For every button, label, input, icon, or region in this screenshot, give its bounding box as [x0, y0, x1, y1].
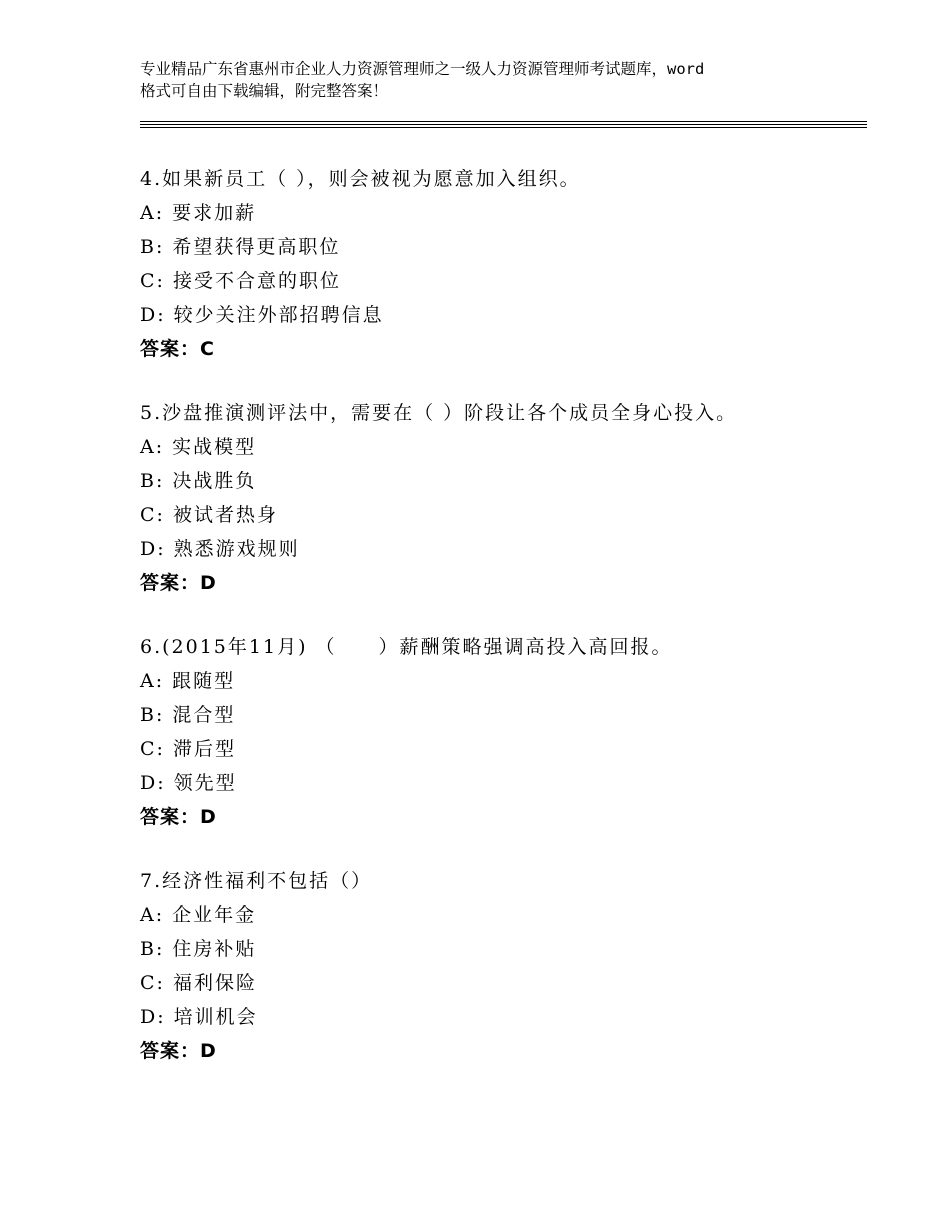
option-c: C: 接受不合意的职位 [140, 270, 341, 292]
option-d: D: 领先型 [140, 772, 237, 794]
answer-value: C [200, 338, 215, 360]
answer-label: 答案： [140, 806, 201, 828]
option-b: B: 住房补贴 [140, 938, 257, 960]
option-b: B: 混合型 [140, 704, 236, 726]
option-a: A: 企业年金 [140, 904, 257, 926]
option-a: A: 要求加薪 [140, 202, 257, 224]
option-b: B: 希望获得更高职位 [140, 236, 341, 258]
question-item [140, 630, 860, 834]
question-stem: 5.沙盘推演测评法中，需要在（ ）阶段让各个成员全身心投入。 [140, 402, 738, 424]
question-stem: 4.如果新员工（ ），则会被视为愿意加入组织。 [140, 168, 581, 190]
answer-line [140, 800, 860, 834]
header-line-1: 专业精品广东省惠州市企业人力资源管理师之一级人力资源管理师考试题库，word [140, 60, 705, 78]
answer-value: D [200, 1040, 217, 1062]
answer-line [140, 566, 860, 600]
option-c: C: 滞后型 [140, 738, 236, 760]
answer-line [140, 1034, 860, 1068]
question-item [140, 396, 860, 600]
option-d: D: 较少关注外部招聘信息 [140, 304, 384, 326]
answer-label: 答案： [140, 1040, 201, 1062]
question-list [140, 162, 860, 1098]
header-divider [140, 127, 867, 128]
header-divider [140, 121, 867, 122]
option-c: C: 福利保险 [140, 972, 257, 994]
question-item [140, 162, 860, 366]
answer-line [140, 332, 860, 366]
answer-value: D [200, 572, 217, 594]
question-stem: 7.经济性福利不包括（） [140, 870, 373, 892]
document-header [140, 58, 840, 102]
option-d: D: 培训机会 [140, 1006, 258, 1028]
option-b: B: 决战胜负 [140, 470, 257, 492]
option-d: D: 熟悉游戏规则 [140, 538, 300, 560]
option-c: C: 被试者热身 [140, 504, 278, 526]
header-line-2: 格式可自由下载编辑，附完整答案！ [140, 82, 389, 100]
question-stem: 6.(2015年11月) （ ）薪酬策略强调高投入高回报。 [140, 636, 673, 658]
answer-value: D [200, 806, 217, 828]
option-a: A: 实战模型 [140, 436, 257, 458]
answer-label: 答案： [140, 572, 201, 594]
option-a: A: 跟随型 [140, 670, 236, 692]
question-item [140, 864, 860, 1068]
header-divider [140, 124, 867, 125]
answer-label: 答案： [140, 338, 201, 360]
